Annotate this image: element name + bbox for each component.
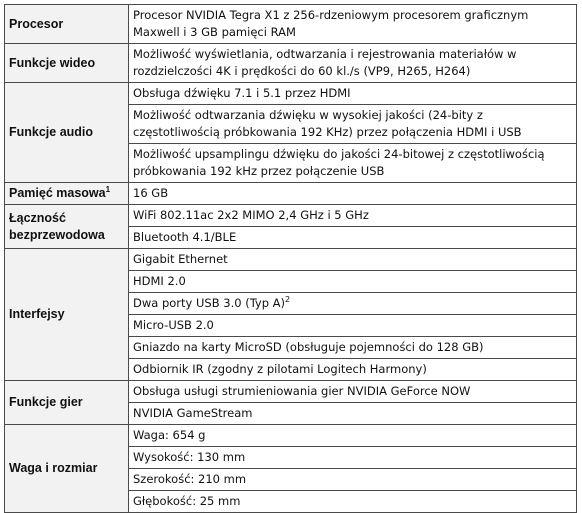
row-label-cell [5,249,129,381]
table-row [5,205,577,227]
row-label: Funkcje wideo [9,55,96,70]
row-value: Możliwość wyświetlania, odtwarzania i rejestrowania materiałów w rozdzielczości 4K i prędkości do 60 kl./s (VP9, H265, H264) [133,47,517,78]
row-value-cell [129,315,577,337]
row-value-cell [129,183,577,205]
row-value-cell [129,144,577,183]
row-value-cell [129,337,577,359]
row-value: Obsługa dźwięku 7.1 i 5.1 przez HDMI [133,86,351,100]
row-label: Pamięć masowa [9,186,106,200]
row-value-cell [129,205,577,227]
spec-table-body [5,5,577,513]
table-row [5,44,577,83]
row-value: WiFi 802.11ac 2x2 MIMO 2,4 GHz i 5 GHz [133,208,369,222]
row-value-cell [129,249,577,271]
row-label-cell [5,381,129,425]
row-label: Procesor [9,16,64,31]
row-value-cell [129,271,577,293]
spec-table [4,4,577,513]
row-value: 16 GB [133,186,169,200]
row-label-cell [5,205,129,249]
row-value: HDMI 2.0 [133,274,186,288]
table-row [5,5,577,44]
row-value: Głębokość: 25 mm [133,494,241,508]
row-value-cell [129,105,577,144]
row-value: Odbiornik IR (zgodny z pilotami Logitech Harmony) [133,362,427,376]
row-value: Dwa porty USB 3.0 (Typ A) [133,296,286,310]
row-value-cell [129,359,577,381]
row-value: Gigabit Ethernet [133,252,228,266]
row-label: Waga i rozmiar [9,461,98,475]
table-row [5,183,577,205]
row-value-cell [129,44,577,83]
row-value-cell [129,491,577,513]
row-value: Wysokość: 130 mm [133,450,246,464]
row-value-cell [129,5,577,44]
table-row [5,425,577,447]
row-label-cell [5,44,129,83]
row-value: Obsługa usługi strumieniowania gier NVIDIA GeForce NOW [133,384,471,398]
row-value-cell [129,293,577,315]
row-value: Procesor NVIDIA Tegra X1 z 256-rdzeniowym procesorem graficznym Maxwell i 3 GB pamięci RAM [133,8,529,39]
table-row [5,249,577,271]
row-label: Funkcje audio [9,125,94,139]
table-row [5,83,577,105]
row-value: Micro-USB 2.0 [133,318,214,332]
row-value: Możliwość upsamplingu dźwięku do jakości 24-bitowej z częstotliwością próbkowania 192 kHz przez połączenie USB [133,147,545,178]
row-value-cell [129,381,577,403]
row-label-cell [5,425,129,513]
row-value: NVIDIA GameStream [133,406,253,420]
row-label: Łączność bezprzewodowa [9,210,105,242]
row-label: Funkcje gier [9,395,83,409]
row-label-cell [5,83,129,183]
row-label-cell [5,183,129,205]
footnote-marker: 1 [105,184,111,194]
table-row [5,381,577,403]
footnote-marker: 2 [285,295,291,305]
row-label-cell [5,5,129,44]
row-value-cell [129,403,577,425]
row-value: Szerokość: 210 mm [133,472,247,486]
row-value: Bluetooth 4.1/BLE [133,230,237,244]
row-value-cell [129,83,577,105]
row-value-cell [129,447,577,469]
row-value-cell [129,425,577,447]
row-value: Waga: 654 g [133,428,206,442]
row-value: Możliwość odtwarzania dźwięku w wysokiej jakości (24-bity z częstotliwością próbkowania 192 KHz) przez połączenia HDMI i USB [133,108,522,139]
row-value-cell [129,227,577,249]
row-value-cell [129,469,577,491]
row-label: Interfejsy [9,307,65,321]
row-value: Gniazdo na karty MicroSD (obsługuje pojemności do 128 GB) [133,340,484,354]
